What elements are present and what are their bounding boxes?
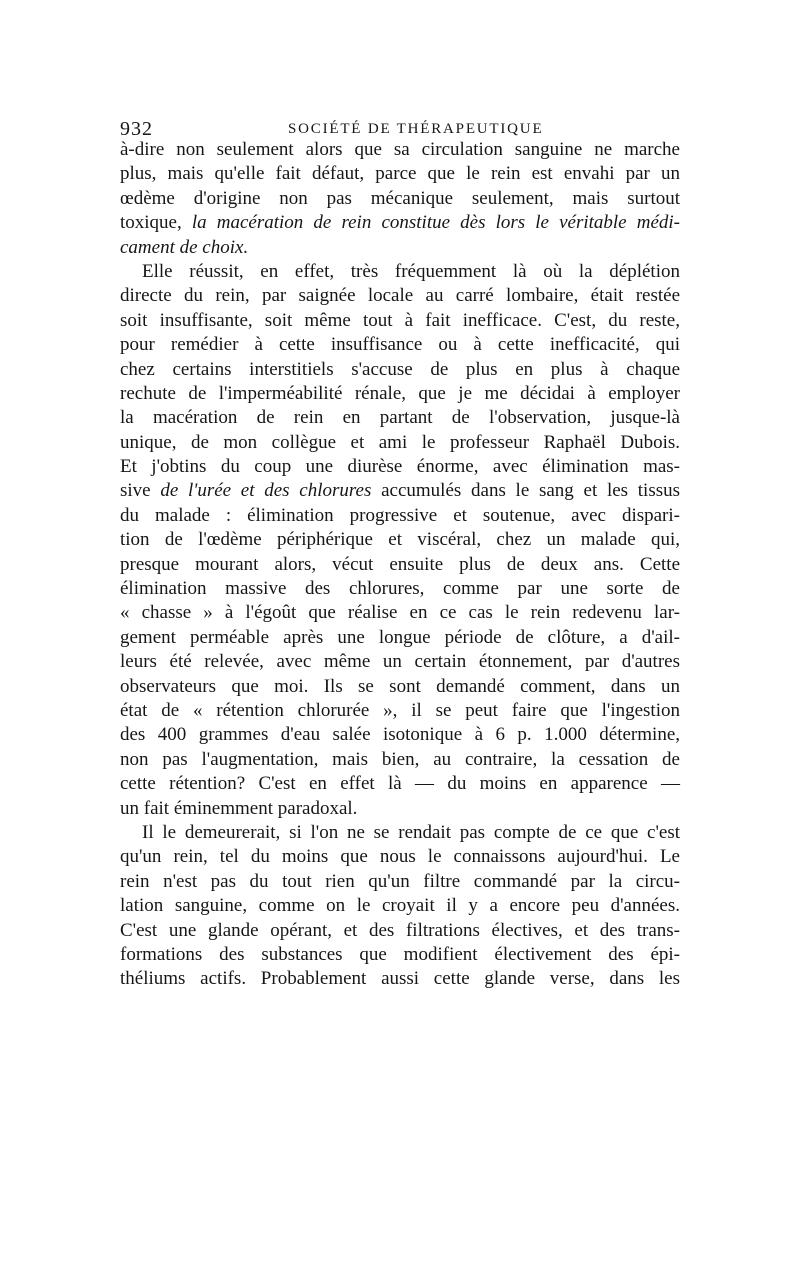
text-line: chez certains interstitiels s'accuse de plus en plus à chaque [120, 358, 680, 380]
text-line: lation sanguine, comme on le croyait il y a encore peu d'années. [120, 895, 680, 917]
text-line: théliums actifs. Probablement aussi cette glande verse, dans les [120, 968, 680, 990]
text-run: sive [120, 480, 161, 502]
text-line: qu'un rein, tel du moins que nous le connaissons aujourd'hui. Le [120, 846, 680, 868]
text-line: non pas l'augmentation, mais bien, au contraire, la cessation de [120, 748, 680, 770]
text-line: cette rétention? C'est en effet là — du moins en apparence — [120, 773, 680, 795]
text-line: presque mourant alors, vécut ensuite plus de deux ans. Cette [120, 553, 680, 575]
text-line [120, 479, 680, 503]
text-line: à-dire non seulement alors que sa circulation sanguine ne marche [120, 139, 680, 160]
text-line: cament de choix. [120, 236, 249, 258]
text-line: tion de l'œdème périphérique et viscéral, chez un malade qui, [120, 529, 680, 551]
paragraph-start: Elle réussit, en effet, très fréquemment là où la déplétion [142, 260, 680, 282]
text-line: pour remédier à cette insuffisance ou à cette inefficacité, qui [120, 334, 680, 356]
text-line: directe du rein, par saignée locale au carré lombaire, était restée [120, 285, 680, 307]
text-line: Et j'obtins du coup une diurèse énorme, avec élimination mas- [120, 456, 680, 478]
text-line: « chasse » à l'égoût que réalise en ce cas le rein redevenu lar- [120, 602, 680, 624]
text-line: unique, de mon collègue et ami le professeur Raphaël Dubois. [120, 431, 680, 453]
text-line: état de « rétention chlorurée », il se peut faire que l'ingestion [120, 699, 680, 721]
paragraph-start: Il le demeurerait, si l'on ne se rendait pas compte de ce que c'est [142, 821, 680, 843]
text-run: toxique, [120, 212, 192, 234]
text-line: rechute de l'imperméabilité rénale, que je me décidai à employer [120, 382, 680, 404]
text-line: des 400 grammes d'eau salée isotonique à 6 p. 1.000 détermine, [120, 724, 680, 746]
text-line: un fait éminemment paradoxal. [120, 797, 358, 819]
text-line: observateurs que moi. Ils se sont demandé comment, dans un [120, 675, 680, 697]
text-line: gement perméable après une longue période de clôture, a d'ail- [120, 626, 680, 648]
page-number: 932 [120, 118, 153, 140]
body-text [120, 138, 680, 992]
text-line [120, 211, 680, 235]
running-head: SOCIÉTÉ DE THÉRAPEUTIQUE [288, 121, 544, 137]
page-header [120, 118, 680, 140]
text-line: soit insuffisante, soit même tout à fait inefficace. C'est, du reste, [120, 309, 680, 331]
text-line: leurs été relevée, avec même un certain étonnement, par d'autres [120, 651, 680, 673]
text-run: accumulés dans le sang et les tissus [371, 480, 681, 502]
text-line: œdème d'origine non pas mécanique seulement, mais surtout [120, 187, 680, 209]
text-line: plus, mais qu'elle fait défaut, parce que le rein est envahi par un [120, 163, 680, 185]
text-line: rein n'est pas du tout rien qu'un filtre commandé par la circu- [120, 870, 680, 892]
text-line: C'est une glande opérant, et des filtrations électives, et des trans- [120, 919, 680, 941]
text-line: élimination massive des chlorures, comme par une sorte de [120, 578, 680, 600]
text-line: la macération de rein en partant de l'observation, jusque-là [120, 407, 680, 429]
italic-text: de l'urée et des chlorures [160, 480, 372, 502]
text-line: formations des substances que modifient électivement des épi- [120, 943, 680, 965]
italic-text: la macération de rein constitue dès lors le véritable médi- [191, 212, 680, 234]
text-line: du malade : élimination progressive et soutenue, avec dispari- [120, 504, 680, 526]
